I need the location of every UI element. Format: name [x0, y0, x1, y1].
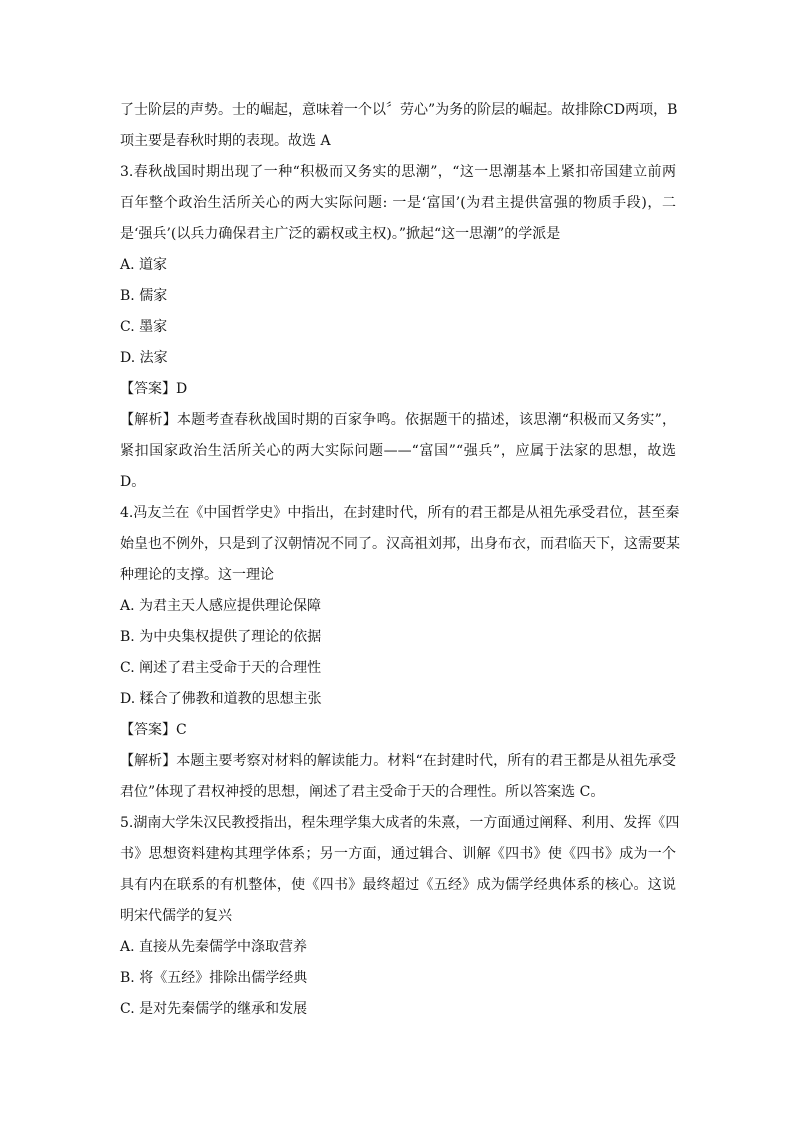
option-b: B. 儒家 — [120, 288, 168, 304]
option-d: D. 糅合了佛教和道教的思想主张 — [120, 691, 322, 707]
analysis-line-3: D。 — [120, 474, 146, 490]
text-body — [120, 95, 680, 1025]
option-a: A. 直接从先秦儒学中涤取营养 — [120, 939, 308, 955]
question-4-line-1: 4.冯友兰在《中国哲学史》中指出，在封建时代，所有的君王都是从祖先承受君位，甚至秦 — [120, 505, 680, 521]
option-c: C. 是对先秦儒学的继承和发展 — [120, 1001, 308, 1017]
question-3-line-3: 是‘强兵’(以兵力确保君主广泛的霸权或主权)。”掀起“这一思潮”的学派是 — [120, 226, 561, 242]
analysis-line-2: 紧扣国家政治生活所关心的两大实际问题——“富国”“强兵”，应属于法家的思想，故选 — [120, 443, 676, 459]
option-d: D. 法家 — [120, 350, 168, 366]
option-b: B. 将《五经》排除出儒学经典 — [120, 970, 308, 986]
question-5-line-1: 5.湖南大学朱汉民教授指出，程朱理学集大成者的朱熹，一方面通过阐释、利用、发挥《四 — [120, 815, 680, 831]
text-line-1: 了士阶层的声势。士的崛起，意味着一个以〞劳心”为务的阶层的崛起。故排除CD两项，B — [120, 102, 678, 118]
answer-label: 【答案】C — [120, 722, 187, 738]
question-5-line-4: 明宋代儒学的复兴 — [120, 908, 232, 924]
question-5-line-3: 具有内在联系的有机整体，使《四书》最终超过《五经》成为儒学经典体系的核心。这说 — [120, 877, 676, 893]
option-b: B. 为中央集权提供了理论的依据 — [120, 629, 322, 645]
analysis-line-1: 【解析】本题主要考察对材料的解读能力。材料“在封建时代，所有的君王都是从祖先承受 — [120, 753, 676, 769]
question-4-line-2: 始皇也不例外，只是到了汉朝情况不同了。汉高祖刘邦，出身布衣，而君临天下，这需要某 — [120, 536, 680, 552]
analysis-line-2: 君位”体现了君权神授的思想，阐述了君主受命于天的合理性。所以答案选 C。 — [120, 784, 605, 800]
analysis-line-1: 【解析】本题考查春秋战国时期的百家争鸣。依据题干的描述，该思潮“积极而又务实”， — [120, 412, 676, 428]
question-5-line-2: 书》思想资料建构其理学体系；另一方面，通过辑合、训解《四书》使《四书》成为一个 — [120, 846, 676, 862]
question-4-line-3: 种理论的支撑。这一理论 — [120, 567, 274, 583]
answer-label: 【答案】D — [120, 381, 188, 397]
option-c: C. 墨家 — [120, 319, 168, 335]
option-c: C. 阐述了君主受命于天的合理性 — [120, 660, 322, 676]
option-a: A. 为君主天人感应提供理论保障 — [120, 598, 322, 614]
option-a: A. 道家 — [120, 257, 168, 273]
question-3-line-1: 3.春秋战国时期出现了一种“积极而又务实的思潮”，“这一思潮基本上紧扣帝国建立前两 — [120, 164, 676, 180]
text-line-2: 项主要是春秋时期的表现。故选 A — [120, 133, 331, 149]
question-3-line-2: 百年整个政治生活所关心的两大实际问题: 一是‘富国’(为君主提供富强的物质手段)，二 — [120, 195, 676, 211]
